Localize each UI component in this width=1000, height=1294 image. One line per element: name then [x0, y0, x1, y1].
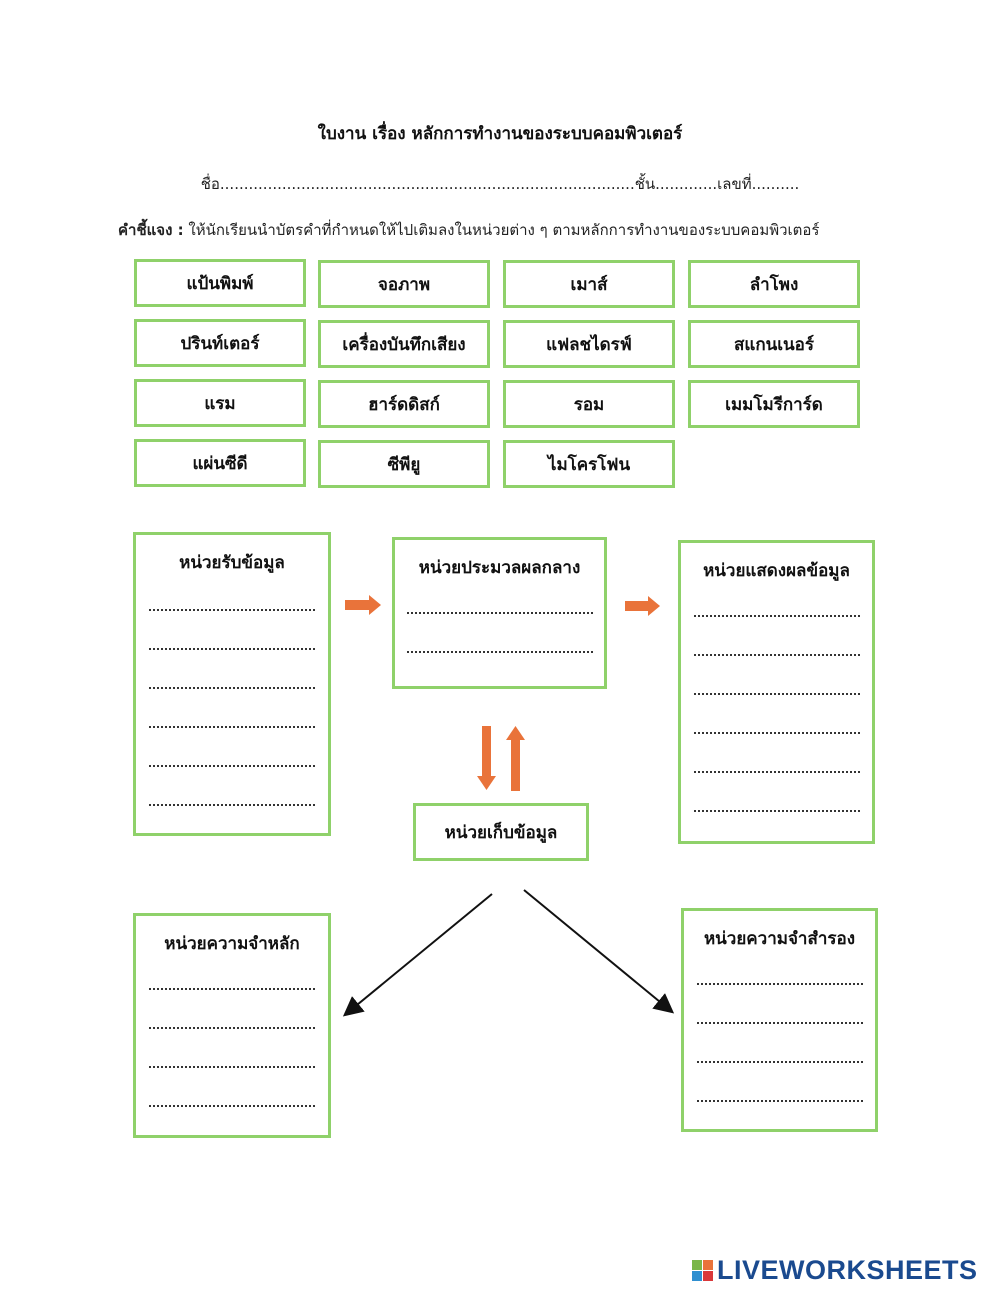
arrow-diagonal-right-icon: [524, 890, 671, 1011]
word-card[interactable]: รอม: [503, 380, 675, 428]
instruction-text: ให้นักเรียนนำบัตรคำที่กำหนดให้ไปเติมลงในหน่วยต่าง ๆ ตามหลักการทำงานของระบบคอมพิวเตอร์: [183, 221, 820, 239]
word-card[interactable]: แผ่นซีดี: [134, 439, 306, 487]
student-info-line: ชื่อ.......................................................................................ชั้น.............เลขที่..........: [200, 175, 800, 193]
arrow-down-icon: [477, 726, 496, 790]
logo-text: LIVEWORKSHEETS: [717, 1254, 978, 1285]
live-badge-icon: [692, 1260, 713, 1281]
word-card[interactable]: ปรินท์เตอร์: [134, 319, 306, 367]
worksheet-title: ใบงาน เรื่อง หลักการทำงานของระบบคอมพิวเตอร์: [317, 124, 683, 144]
word-card[interactable]: แป้นพิมพ์: [134, 259, 306, 307]
word-card[interactable]: สแกนเนอร์: [688, 320, 860, 368]
word-card[interactable]: แฟลชไดรฟ์: [503, 320, 675, 368]
liveworksheets-logo: [692, 1254, 978, 1286]
arrow-right-icon: [345, 595, 381, 615]
word-card[interactable]: จอภาพ: [318, 260, 490, 308]
word-card[interactable]: เครื่องบันทึกเสียง: [318, 320, 490, 368]
storage-unit-title: หน่วยเก็บข้อมูล: [444, 822, 558, 843]
input-unit-title: หน่วยรับข้อมูล: [179, 553, 285, 573]
secondary-memory-unit-title: หน่วยความจำสำรอง: [703, 929, 856, 949]
instruction-label: คำชี้แจง :: [118, 221, 184, 239]
word-card[interactable]: ลำโพง: [688, 260, 860, 308]
arrow-up-icon: [506, 726, 525, 791]
word-card[interactable]: ซีพียู: [318, 440, 490, 488]
output-unit-title: หน่วยแสดงผลข้อมูล: [703, 561, 850, 581]
arrow-diagonal-left-icon: [346, 894, 492, 1014]
word-card[interactable]: ฮาร์ดดิสก์: [318, 380, 490, 428]
word-card[interactable]: เมมโมรีการ์ด: [688, 380, 860, 428]
word-card[interactable]: แรม: [134, 379, 306, 427]
main-memory-unit-title: หน่วยความจำหลัก: [164, 934, 300, 954]
cpu-unit-title: หน่วยประมวลผลกลาง: [418, 558, 581, 578]
word-card[interactable]: เมาส์: [503, 260, 675, 308]
word-card[interactable]: ไมโครโฟน: [503, 440, 675, 488]
arrow-right-icon: [625, 596, 660, 616]
